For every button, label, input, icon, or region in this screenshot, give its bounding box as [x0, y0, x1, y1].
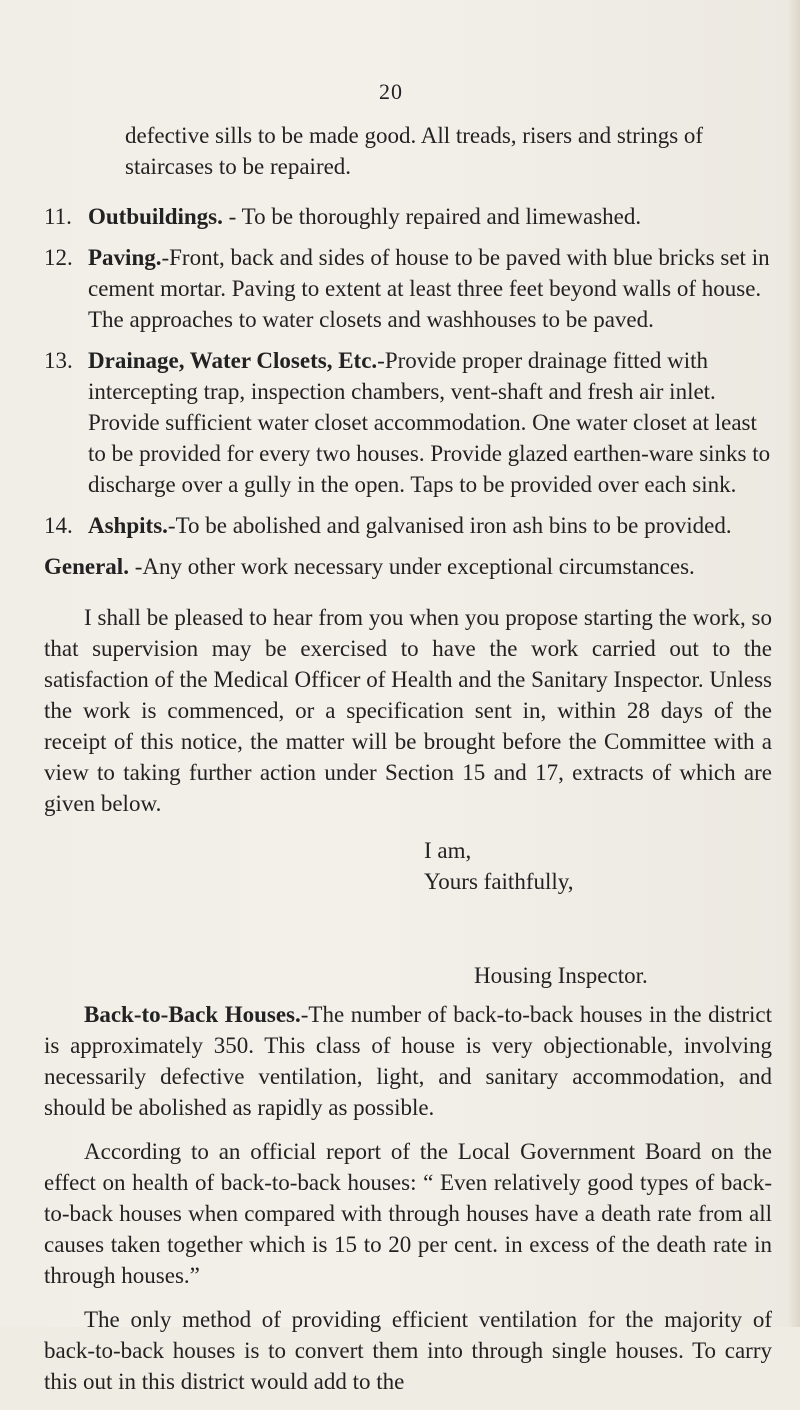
- back-to-back-paragraph: [44, 999, 772, 1123]
- item-paving: [44, 242, 772, 335]
- item-drainage: [44, 345, 772, 500]
- item-number: 14.: [44, 513, 73, 538]
- item-ashpits: [44, 510, 772, 541]
- item-text: -Front, back and sides of house to be paved with blue bricks set in cement mortar. Paving to extent at least three feet beyond walls of house. The approaches to water closets and washhouses to be paved.: [88, 245, 770, 332]
- item-number: 11.: [44, 204, 72, 229]
- back-to-back-text: -The number of back-to-back houses in the district is approximately 350. This class of house is very objectionable, involving necessarily defective ventilation, light, and sanitary accommodation, and should be abolished as rapidly as possible.: [44, 1002, 773, 1120]
- signature: Housing Inspector.: [474, 963, 648, 988]
- item-heading: Drainage, Water Closets, Etc.: [88, 348, 378, 373]
- item-text: -Provide proper drainage fitted with intercepting trap, inspection chambers, vent-shaft and fresh air inlet. Provide sufficient water closet accommodation. One water closet at least to be provided for every two houses. Provide glazed earthen-ware sinks to discharge over a gully in the open. Taps to be provided over each sink.: [88, 348, 771, 497]
- item-body: [88, 510, 772, 541]
- signature-gap: [44, 897, 772, 960]
- closing-line-1: I am,: [424, 838, 472, 863]
- item-body: [88, 201, 772, 232]
- final-paragraph: The only method of providing efficient ventilation for the majority of back-to-back houses is to convert them into through single houses. To carry this out in this district would add to the: [44, 1307, 772, 1394]
- item-number: 12.: [44, 245, 73, 270]
- report-paragraph: According to an official report of the Local Government Board on the effect on health of back-to-back houses: “ Even relatively good types of back-to-back houses when compared with through houses have a death rate from all causes taken together which is 15 to 20 per cent. in excess of the death rate in through houses.”: [44, 1139, 772, 1288]
- general-paragraph: [44, 551, 772, 582]
- item-heading: Outbuildings.: [88, 204, 223, 229]
- page-number: 20: [379, 79, 403, 104]
- item-heading: Ashpits.: [88, 513, 168, 538]
- item-number: 13.: [44, 348, 73, 373]
- general-text: -Any other work necessary under exceptional circumstances.: [128, 554, 695, 579]
- back-to-back-heading: Back-to-Back Houses.: [84, 1002, 301, 1027]
- document-content: [44, 120, 772, 1410]
- item-text: -To be abolished and galvanised iron ash bins to be provided.: [167, 513, 732, 538]
- item-heading: Paving.: [88, 245, 162, 270]
- item-outbuildings: [44, 201, 772, 232]
- item-text: - To be thoroughly repaired and limewashed.: [222, 204, 642, 229]
- general-heading: General.: [44, 554, 129, 579]
- letter-body: I shall be pleased to hear from you when you propose starting the work, so that supervision may be exercised to have the work carried out to the satisfaction of the Medical Officer of Health and the Sanitary Inspector. Unless the work is commenced, or a specification sent in, within 28 days of the receipt of this notice, the matter will be brought before the Committee with a view to taking further action under Section 15 and 17, extracts of which are given below.: [44, 605, 772, 816]
- closing-line-2: Yours faithfully,: [424, 869, 574, 894]
- item-body: [88, 345, 772, 500]
- item-body: [88, 242, 772, 335]
- intro-paragraph: defective sills to be made good. All treads, risers and strings of staircases to be repaired.: [125, 123, 704, 179]
- page-edge-shadow: [788, 0, 800, 1327]
